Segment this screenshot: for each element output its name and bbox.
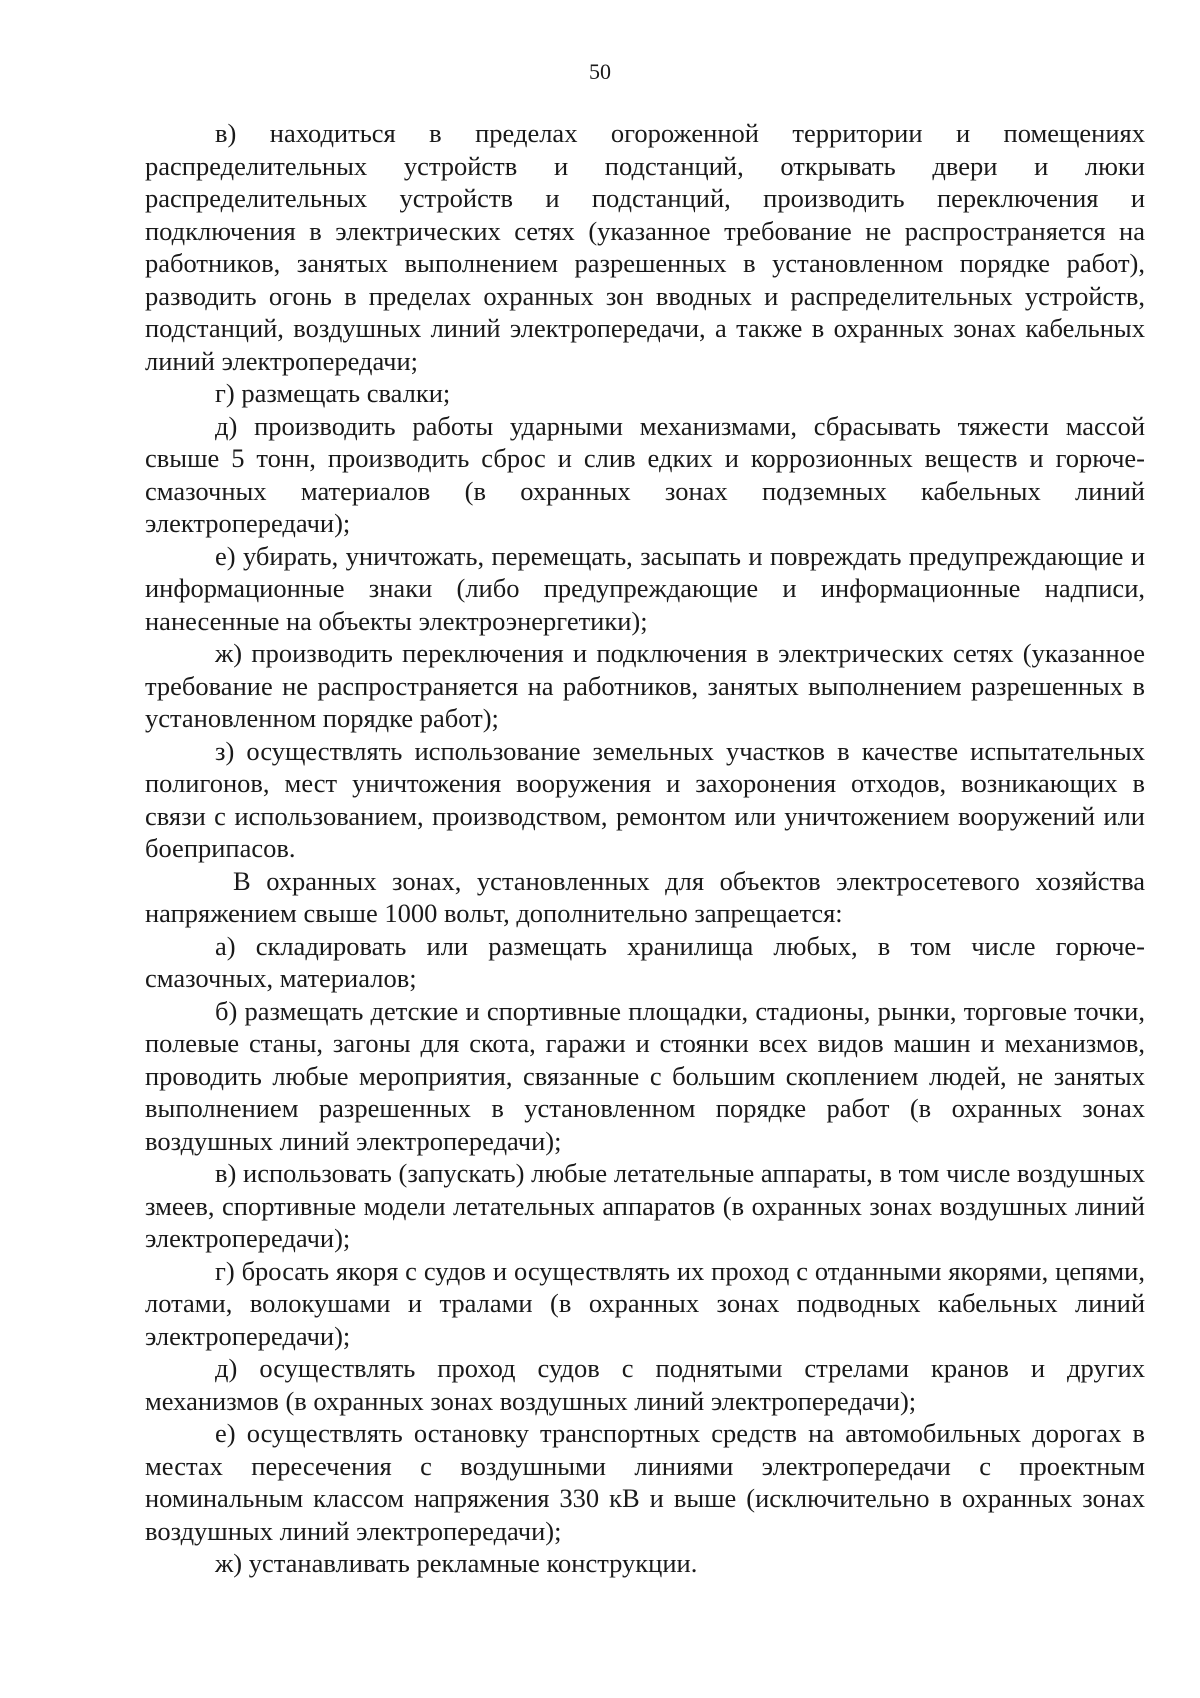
paragraph-additional-prohibitions-intro: В охранных зонах, установленных для объектов электросетевого хозяйства напряжением свыше 1000 вольт, дополнительно запрещается: xyxy=(145,865,1145,928)
paragraph-e-additional: е) осуществлять остановку транспортных средств на автомобильных дорогах в местах пересечения с воздушными линиями электропередачи с проектным номинальным классом напряжения 330 кВ и выше (исключительно в охранных зонах воздушных линий электропередачи); xyxy=(145,1418,1145,1546)
paragraph-zh-prohibition: ж) производить переключения и подключения в электрических сетях (указанное требование не распространяется на работников, занятых выполнением разрешенных в установленном порядке работ); xyxy=(145,638,1145,733)
paragraph-v-additional: в) использовать (запускать) любые летательные аппараты, в том числе воздушных змеев, спортивные модели летательных аппаратов (в охранных зонах воздушных линий электропередачи); xyxy=(145,1158,1145,1253)
paragraph-e-prohibition: е) убирать, уничтожать, перемещать, засыпать и повреждать предупреждающие и информационные знаки (либо предупреждающие и информационные надписи, нанесенные на объекты электроэнергетики); xyxy=(145,540,1145,636)
page-number: 50 xyxy=(589,59,611,84)
paragraph-d-additional: д) осуществлять проход судов с поднятыми стрелами кранов и других механизмов (в охранных зонах воздушных линий электропередачи); xyxy=(145,1353,1145,1416)
paragraph-zh-additional: ж) устанавливать рекламные конструкции. xyxy=(215,1548,698,1578)
document-body xyxy=(145,117,1145,1580)
paragraph-b-additional: б) размещать детские и спортивные площадки, стадионы, рынки, торговые точки, полевые станы, загоны для скота, гаражи и стоянки всех видов машин и механизмов, проводить любые мероприятия, связанные с большим скоплением людей, не занятых выполнением разрешенных в установленном порядке работ (в охранных зонах воздушных линий электропередачи); xyxy=(145,995,1145,1156)
paragraph-a-additional: а) складировать или размещать хранилища любых, в том числе горюче-смазочных, материалов; xyxy=(145,930,1145,993)
paragraph-d-prohibition: д) производить работы ударными механизмами, сбрасывать тяжести массой свыше 5 тонн, производить сброс и слив едких и коррозионных веществ и горюче-смазочных материалов (в охранных зонах подземных кабельных линий электропередачи); xyxy=(145,410,1145,538)
paragraph-z-prohibition: з) осуществлять использование земельных участков в качестве испытательных полигонов, мест уничтожения вооружения и захоронения отходов, возникающих в связи с использованием, производством, ремонтом или уничтожением вооружений или боеприпасов. xyxy=(145,735,1145,863)
paragraph-g-additional: г) бросать якоря с судов и осуществлять их проход с отданными якорями, цепями, лотами, волокушами и тралами (в охранных зонах подводных кабельных линий электропередачи); xyxy=(145,1255,1145,1351)
paragraph-g-prohibition: г) размещать свалки; xyxy=(215,378,451,408)
paragraph-v-prohibition: в) находиться в пределах огороженной территории и помещениях распределительных устройств и подстанций, открывать двери и люки распределительных устройств и подстанций, производить переключения и подключения в электрических сетях (указанное требование не распространяется на работников, занятых выполнением разрешенных в установленном порядке работ), разводить огонь в пределах охранных зон вводных и распределительных устройств, подстанций, воздушных линий электропередачи, а также в охранных зонах кабельных линий электропередачи; xyxy=(145,118,1145,376)
